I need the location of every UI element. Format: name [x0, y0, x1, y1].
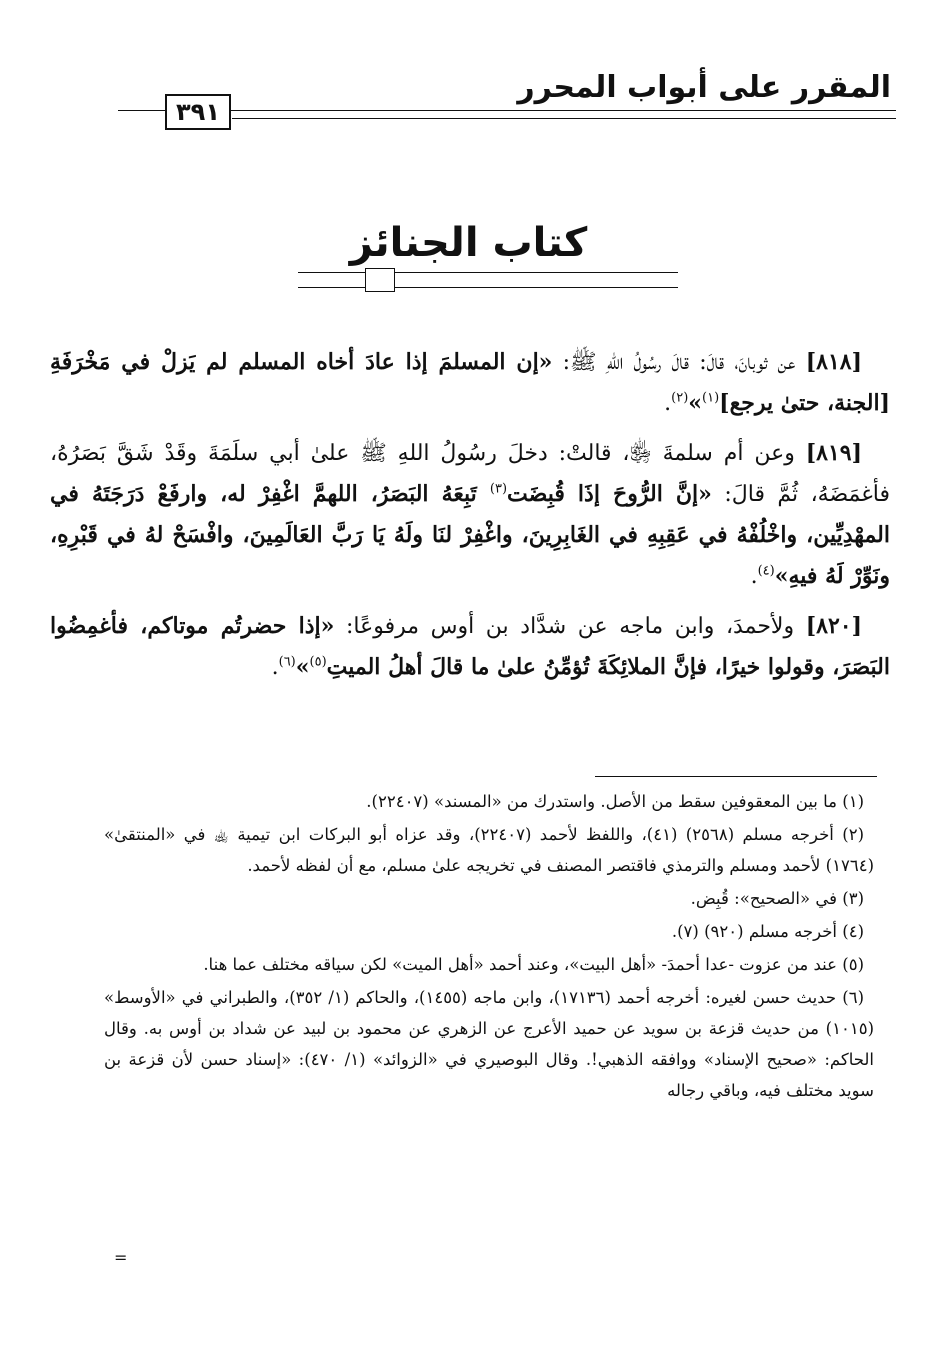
sentence-end: .	[664, 391, 672, 416]
hadith-819	[50, 433, 890, 597]
footnote-4: (٤) أخرجه مسلم (٩٢٠) (٧).	[671, 922, 864, 941]
footnote-ref: (٦)	[278, 654, 296, 670]
sentence-end: .	[271, 655, 279, 680]
footnote-3: (٣) في «الصحيح»: قُبِض.	[690, 889, 864, 908]
hadith-818	[50, 342, 890, 424]
hadith-820	[50, 606, 890, 688]
footnote-ref: (٤)	[757, 563, 775, 579]
footnote-1: (١) ما بين المعقوفين سقط من الأصل. واستدرك من «المسند» (٢٢٤٠٧).	[366, 792, 864, 811]
hadith-number: [٨١٨]	[805, 349, 862, 375]
quote-close: »	[688, 390, 703, 416]
title-ornament-box	[365, 268, 395, 292]
footnote-separator	[595, 776, 877, 777]
hadith-number: [٨٢٠]	[805, 613, 862, 639]
quote-close: »	[295, 654, 310, 680]
footnotes	[104, 786, 874, 1108]
running-header-title: المقرر على أبواب المحرر	[517, 70, 891, 105]
footnote-ref: (٣)	[489, 481, 508, 497]
chapter-title: كتاب الجنائز	[349, 220, 588, 266]
footnote-ref: (٥)	[309, 654, 327, 670]
hadith-quote: «إن المسلمَ إذا عادَ أخاه المسلم لم يَزلْ في مَخْرَفَةِ [الجنة، حتىٰ يرجع]	[50, 349, 890, 416]
hadith-number: [٨١٩]	[805, 440, 862, 466]
hadith-intro: عن ثوبانَ، قالَ: قالَ رسُولُ اللهِ ﷺ:	[552, 350, 806, 375]
footnote-6: (٦) حديث حسن لغيره: أخرجه أحمد (١٧١٣٦)، وابن ماجه (١٤٥٥)، والحاكم (١/ ٣٥٢)، والطبراني في «الأوسط» (١٠١٥) من حديث قزعة بن سويد عن حميد الأعرج عن الزهري عن محمود بن لبيد عن شداد بن أوس به. وقال الحاكم: «صحيح الإسناد» ووافقه الذهبي!. وقال البوصيري في «الزوائد» (١/ ٤٧٠): «إسناد حسن لأن قزعة بن سويد مختلف فيه، وباقي رجاله	[104, 988, 875, 1100]
main-text	[50, 342, 890, 697]
hadith-quote: «إذا حضرتُم موتاكم، فأغمِضُوا البَصَرَ، وقولوا خيرًا، فإنَّ الملائِكَةَ تُؤمِّنُ علىٰ ما قالَ أهلُ الميتِ	[50, 613, 890, 680]
sentence-end: .	[750, 564, 758, 589]
title-ornament-line-top	[298, 272, 678, 273]
title-ornament-line-bottom	[298, 287, 678, 288]
footnote-ref: (٢)	[671, 390, 689, 406]
continuation-mark: =	[114, 1248, 128, 1267]
header-rule-secondary	[232, 118, 896, 119]
hadith-quote-continued: تَبِعَهُ البَصَرُ، اللهمَّ اغْفِرْ له، وارفَعْ دَرَجَتَهُ في المهْدِيِّين، واخْلُفْهُ في عَقِبِهِ في الغَابِرِينَ، واغْفِرْ لنَا ولَهُ يَا رَبَّ العَالَمِينَ، وافْسَحْ لهُ في قَبْرِهِ، ونَوِّرْ لَهُ فيهِ»	[50, 481, 890, 589]
footnote-ref: (١)	[702, 390, 720, 406]
hadith-intro: وعن أم سلمةَ ﵂، قالتْ: دخلَ رسُولُ اللهِ ﷺ علىٰ أبي سلَمَةَ وقَدْ شَقَّ بَصَرُهُ، فأغمَضَهُ، ثُمَّ قالَ:	[50, 441, 890, 507]
hadith-intro: ولأحمدَ، وابن ماجه عن شدَّاد بن أوس مرفوعًا:	[334, 614, 806, 639]
header-rule	[118, 110, 896, 111]
hadith-quote: «إنَّ الرُّوحَ إذَا قُبِضَت	[507, 481, 712, 507]
footnote-5: (٥) عند من عزوت -عدا أحمدَ- «أهل البيت»، وعند أحمد «أهل الميت» لكن سياقه مختلف عما هنا.	[203, 955, 864, 974]
page-number: ٣٩١	[165, 94, 231, 130]
footnote-2: (٢) أخرجه مسلم (٢٥٦٨) (٤١)، واللفظ لأحمد (٢٢٤٠٧)، وقد عزاه أبو البركات ابن تيمية ﵀ في «المنتقىٰ» (١٧٦٤) لأحمد ومسلم والترمذي فاقتصر المصنف في تخريجه علىٰ مسلم، مع أن لفظه لأحمد.	[104, 825, 874, 875]
